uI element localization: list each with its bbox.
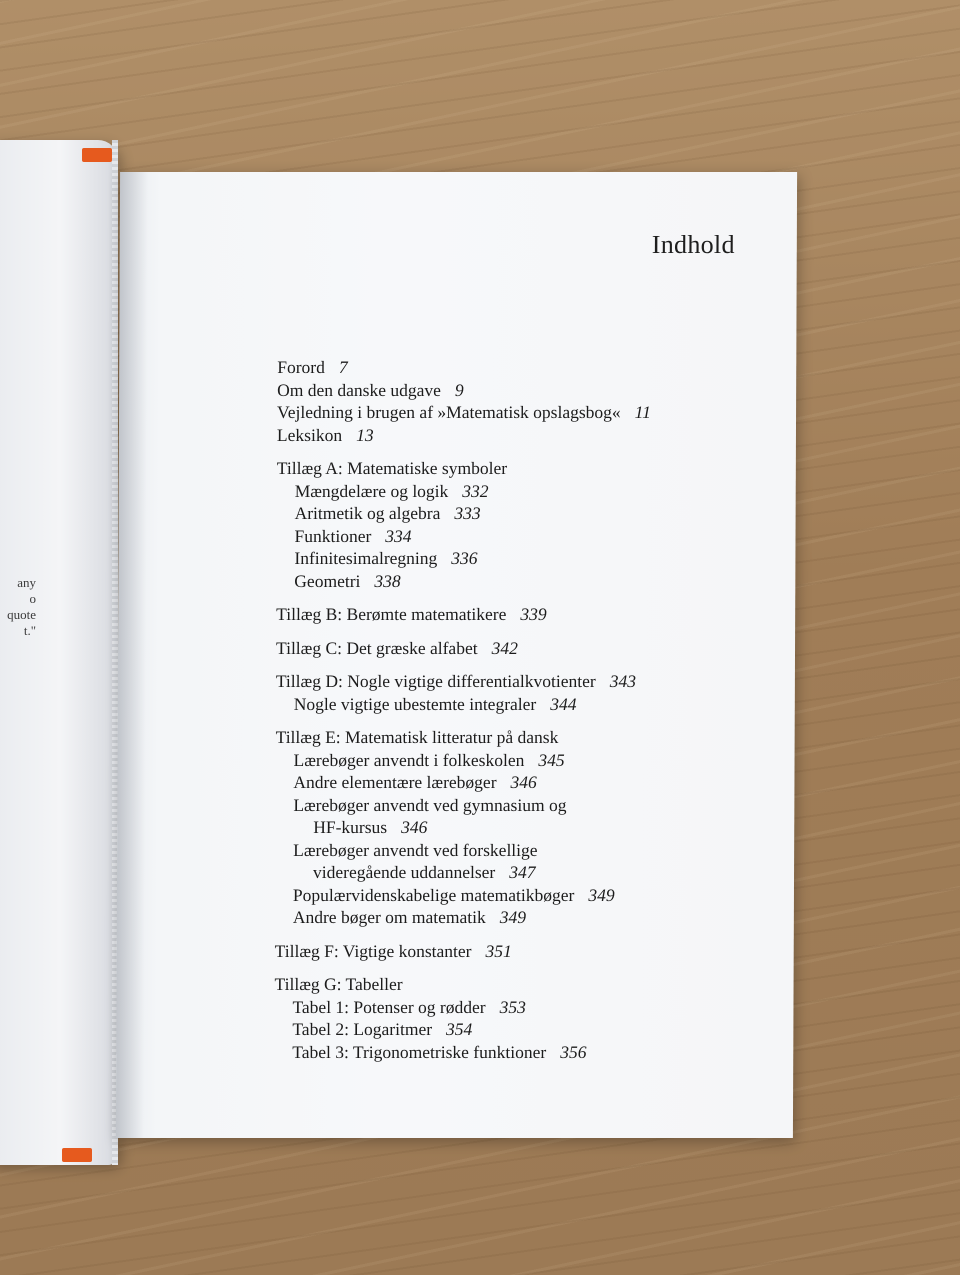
toc-entry-title: Tillæg F: Vigtige konstanter	[274, 940, 472, 961]
toc-entry	[274, 1018, 648, 1041]
toc-section-heading	[276, 637, 650, 660]
toc-entry-title: Tillæg C: Det græske alfabet	[275, 637, 478, 658]
toc-entry-page: 343	[609, 671, 637, 691]
toc-entry-title: Tillæg B: Berømte matematikere	[276, 604, 507, 624]
toc-entry-title: Infinitesimalregning	[294, 548, 438, 568]
toc-entry-page: 346	[510, 772, 537, 792]
toc-entry-title: Tillæg E: Matematisk litteratur på dansk	[275, 727, 559, 747]
left-fragment: any	[17, 575, 36, 590]
toc-entry-title: Forord	[277, 357, 325, 377]
toc-entry	[274, 1041, 648, 1064]
toc-entry-page: 351	[485, 940, 512, 961]
toc-entry-title: Populærvidenskabelige matematikbøger	[292, 884, 575, 905]
toc-entry-title: Tabel 1: Potenser og rødder	[292, 996, 486, 1017]
cover-edge-accent-bottom	[62, 1148, 92, 1162]
toc-entry-title: Mængdelære og logik	[294, 480, 449, 501]
toc-section-heading	[275, 973, 649, 996]
toc-entry-title: Funktioner	[294, 525, 372, 546]
toc-entry	[275, 906, 649, 929]
toc-entry-title: Leksikon	[276, 424, 343, 445]
toc-entry	[276, 693, 650, 716]
table-of-contents	[274, 356, 651, 1063]
toc-entry-page: 353	[499, 996, 526, 1017]
toc-entry-page: 13	[356, 424, 374, 445]
toc-entry	[275, 749, 649, 772]
toc-entry	[277, 424, 651, 447]
toc-entry	[276, 547, 650, 570]
left-fragment: o quote	[7, 591, 36, 622]
toc-entry-page: 333	[454, 503, 481, 523]
toc-entry-title: Nogle vigtige ubestemte integraler	[293, 693, 537, 714]
toc-entry-title: Lærebøger anvendt ved gymnasium og	[293, 794, 567, 815]
left-book-page	[0, 140, 118, 1165]
toc-section-heading	[277, 457, 651, 480]
toc-entry	[275, 861, 649, 884]
toc-entry	[275, 794, 649, 817]
page-gutter-shadow	[116, 172, 148, 1138]
toc-entry-title: Tillæg G: Tabeller	[274, 974, 403, 994]
toc-entry	[277, 356, 651, 379]
toc-entry	[276, 570, 650, 593]
toc-entry	[277, 379, 651, 402]
toc-entry-page: 356	[560, 1041, 587, 1062]
toc-entry	[275, 816, 649, 839]
toc-entry-page: 349	[588, 884, 615, 905]
toc-section-heading	[276, 670, 650, 693]
toc-entry-page: 354	[446, 1019, 473, 1039]
toc-entry-page: 339	[520, 604, 547, 624]
left-page-text-fragments	[2, 575, 36, 639]
toc-entry-page: 334	[385, 525, 412, 546]
toc-entry-title: Geometri	[294, 570, 361, 591]
toc-entry-title: Vejledning i brugen af »Matematisk opslagsbog«	[277, 402, 621, 422]
toc-entry-page: 7	[338, 357, 348, 377]
toc-entry-page: 338	[374, 570, 401, 591]
toc-entry	[277, 401, 651, 424]
toc-entry-page: 11	[634, 402, 651, 422]
toc-entry-page: 342	[491, 637, 518, 658]
toc-entry-title: Lærebøger anvendt i folkeskolen	[293, 749, 525, 770]
toc-entry	[277, 480, 651, 503]
toc-entry-title: Tabel 3: Trigonometriske funktioner	[292, 1041, 547, 1062]
toc-entry-page: 332	[462, 480, 489, 501]
toc-section-heading	[276, 603, 650, 626]
toc-entry-title: Lærebøger anvendt ved forskellige	[293, 839, 538, 860]
toc-entry-page: 344	[550, 693, 577, 714]
toc-entry-page: 346	[401, 817, 428, 837]
toc-section-heading	[275, 940, 649, 963]
toc-entry	[275, 839, 649, 862]
toc-entry-title: Om den danske udgave	[277, 379, 441, 400]
toc-entry-title: Aritmetik og algebra	[294, 503, 441, 523]
left-fragment: t."	[23, 623, 36, 638]
page-title: Indhold	[651, 230, 735, 259]
toc-entry	[275, 884, 649, 907]
toc-entry-title: videregående uddannelser	[313, 862, 496, 882]
cover-edge-accent-top	[82, 148, 112, 162]
toc-entry-page: 336	[451, 548, 478, 568]
toc-entry-title: Tabel 2: Logaritmer	[292, 1019, 433, 1039]
toc-entry-title: Andre bøger om matematik	[292, 907, 486, 927]
right-book-page	[116, 172, 797, 1138]
toc-entry-title: Tillæg D: Nogle vigtige differentialkvotienter	[275, 671, 596, 691]
toc-entry-page: 9	[454, 379, 464, 400]
toc-entry-page: 345	[538, 749, 565, 770]
toc-entry-title: HF-kursus	[313, 817, 388, 837]
toc-entry	[276, 525, 650, 548]
toc-entry	[274, 996, 648, 1019]
toc-entry	[277, 502, 651, 525]
toc-entry-page: 347	[509, 862, 536, 882]
toc-section-heading	[276, 726, 650, 749]
toc-entry-title: Andre elementære lærebøger	[293, 772, 497, 792]
toc-entry-page: 349	[499, 907, 527, 927]
toc-entry-title: Tillæg A: Matematiske symboler	[276, 458, 508, 478]
toc-entry	[275, 771, 649, 794]
